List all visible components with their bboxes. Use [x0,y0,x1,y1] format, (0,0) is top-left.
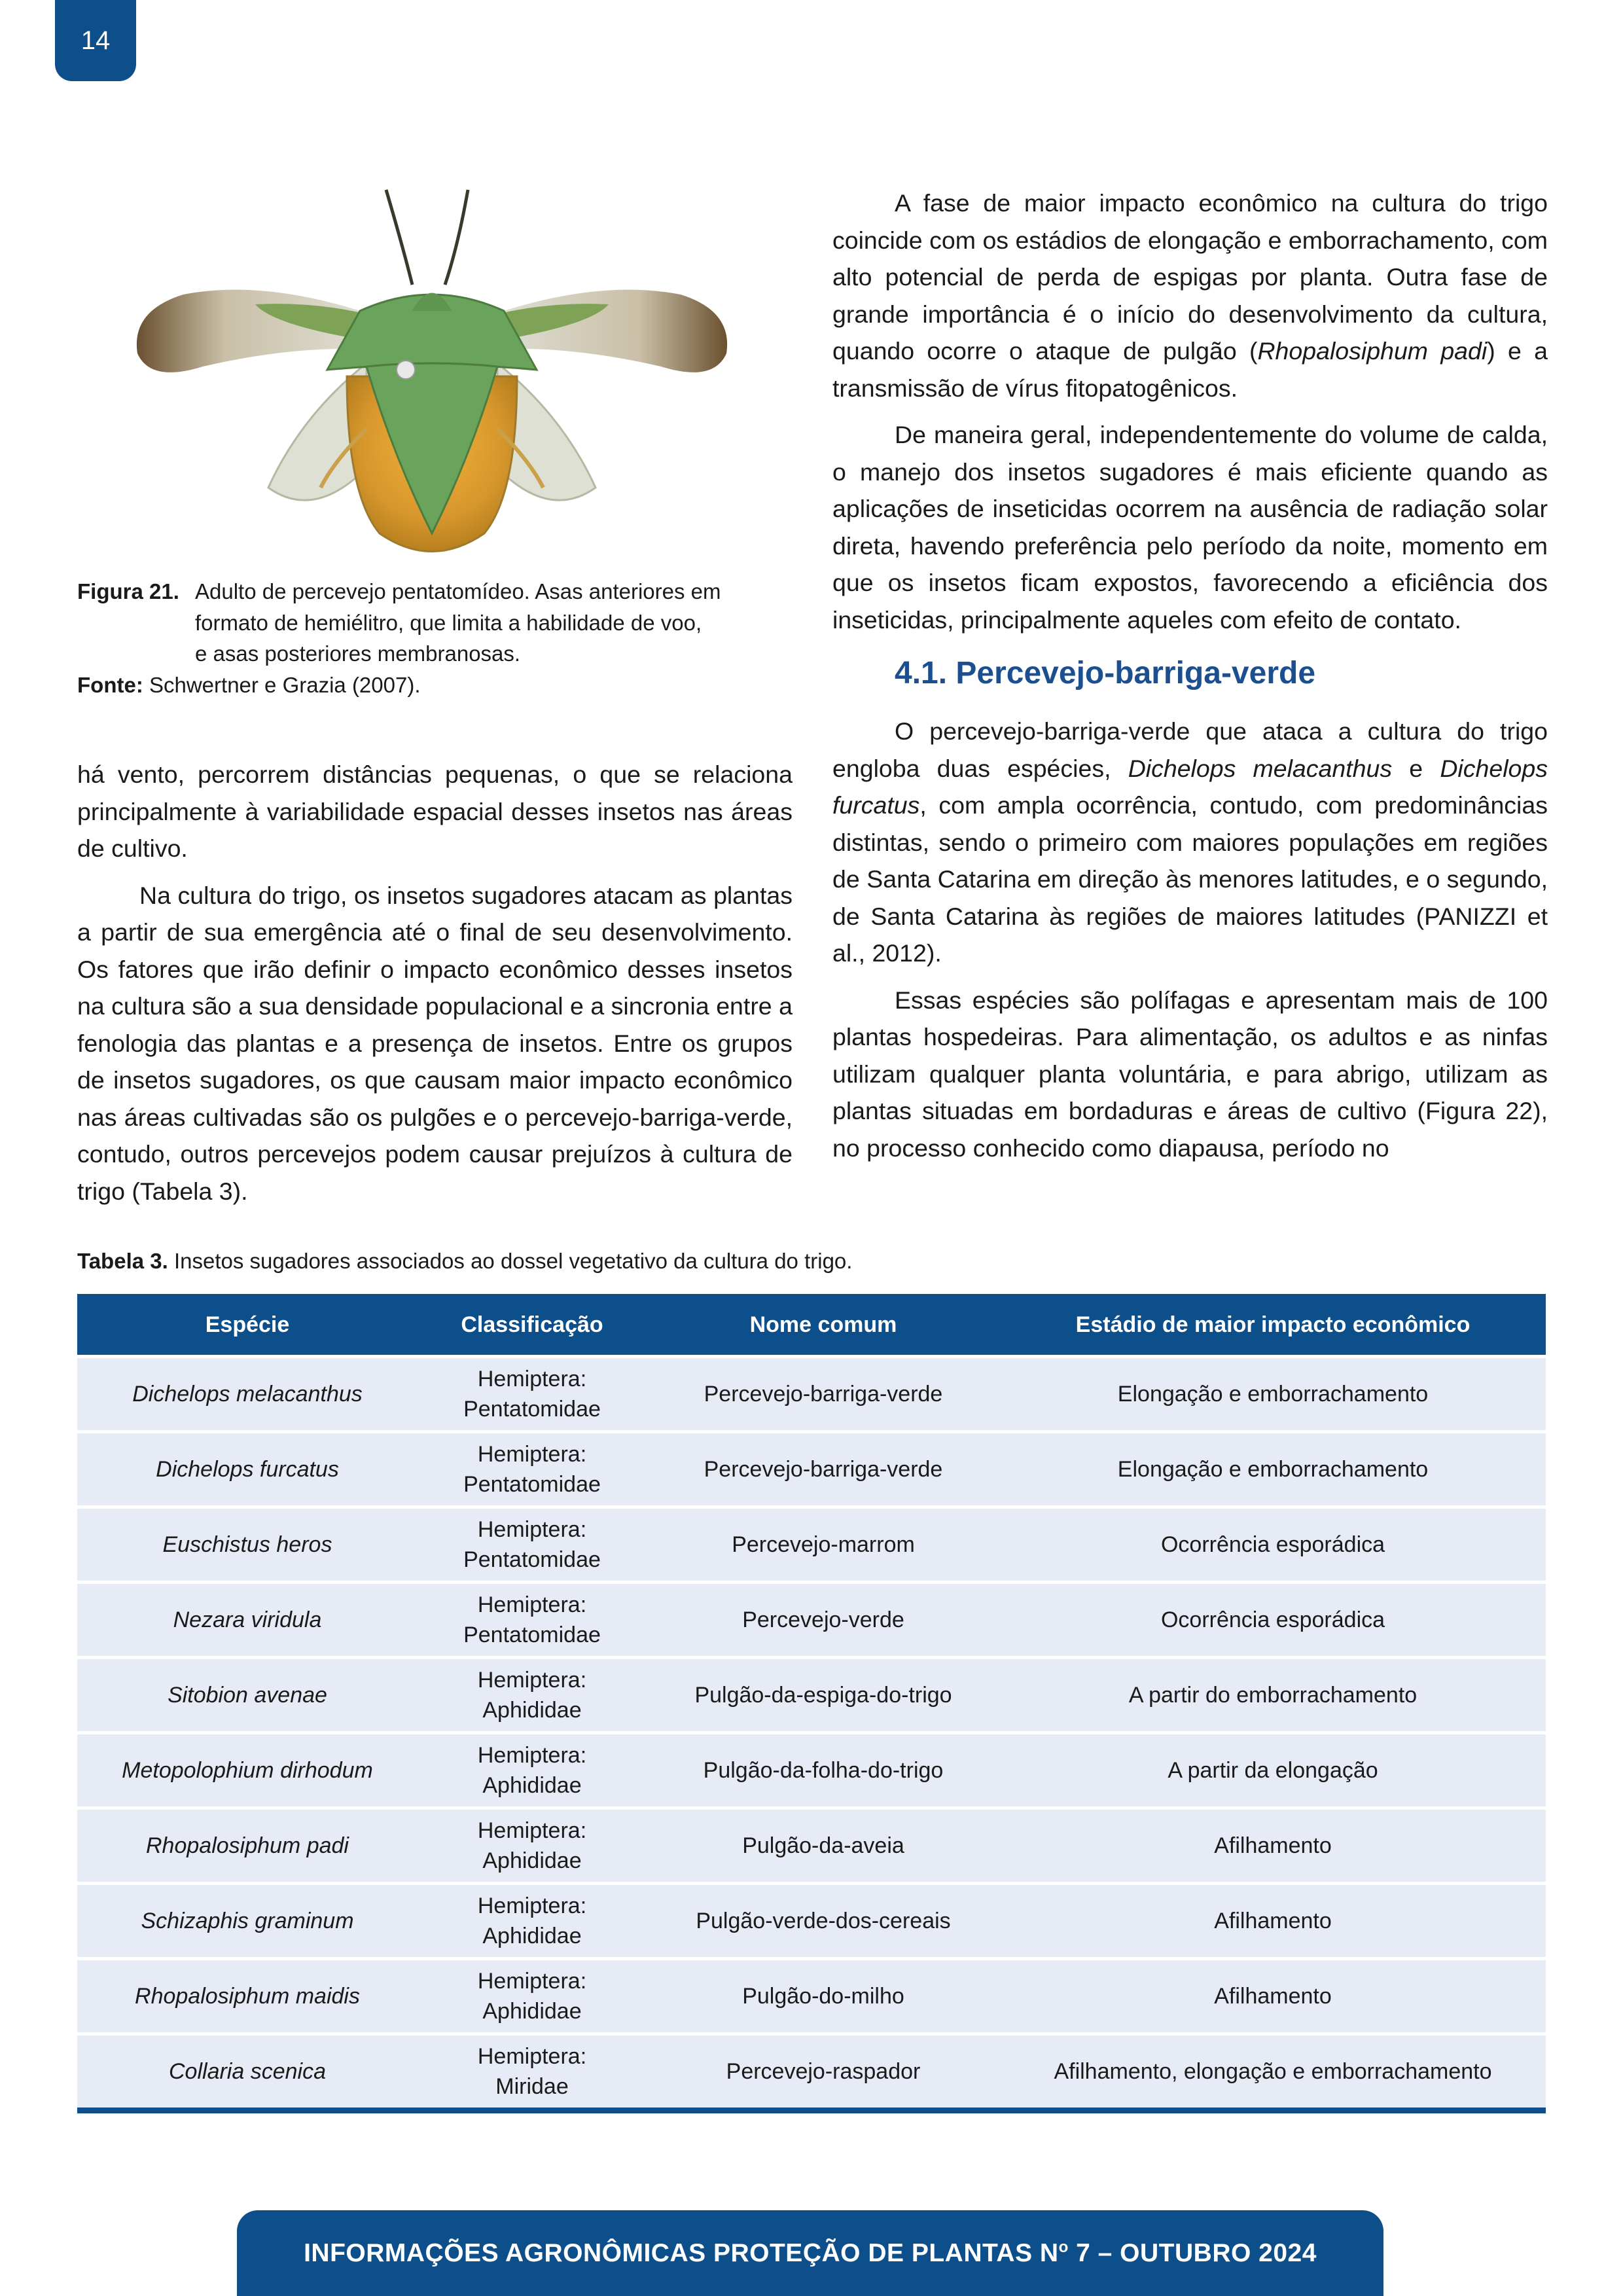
right-paragraph-4: Essas espécies são polífagas e apresentam mais de 100 plantas hospedeiras. Para alimentação, os adultos e as ninfas utilizam qualquer planta voluntária, e para abrigo, utilizam as plantas situadas em bordaduras e áreas de cultivo (Figura 22), no processo conhecido como diapausa, período no [832,986,1548,1162]
right-paragraph-2: De maneira geral, independentemente do volume de calda, o manejo dos insetos sugadores é mais eficiente quando as aplicações de inseticidas ocorrem na ausência de radiação solar direta, havendo preferência pelo período da noite, momento em que os insetos ficam expostos, favorecendo a eficiência dos inseticidas, principalmente aqueles com efeito de contato. [832,421,1548,634]
species-cell: Metopolophium dirhodum [77,1733,418,1808]
table-row [77,1583,1546,1658]
common-name-cell: Pulgão-do-milho [647,1959,1000,2034]
table-caption [77,1247,852,1276]
figure-caption-line-2: formato de hemiélitro, que limita a habilidade de voo, [195,610,702,635]
classification-cell: Hemiptera: Aphididae [418,1733,647,1808]
header-classification: Classificação [418,1294,647,1357]
common-name-cell: Pulgão-da-folha-do-trigo [647,1733,1000,1808]
section-heading: 4.1. Percevejo-barriga-verde [895,656,1316,691]
table-caption-text: Insetos sugadores associados ao dossel vegetativo da cultura do trigo. [173,1249,853,1273]
stage-cell: A partir do emborrachamento [1000,1658,1546,1733]
stage-cell: Afilhamento [1000,1808,1546,1884]
table-row [77,2034,1546,2111]
figure-source: Schwertner e Grazia (2007). [149,672,421,697]
species-cell: Collaria scenica [77,2034,418,2111]
insect-figure [105,180,766,566]
common-name-cell: Percevejo-barriga-verde [647,1357,1000,1432]
header-stage: Estádio de maior impacto econômico [1000,1294,1546,1357]
classification-cell: Hemiptera: Pentatomidae [418,1357,647,1432]
stage-cell: Afilhamento [1000,1884,1546,1959]
stage-cell: A partir da elongação [1000,1733,1546,1808]
figure-caption-line-3: e asas posteriores membranosas. [195,641,521,666]
stage-cell: Ocorrência esporádica [1000,1583,1546,1658]
common-name-cell: Pulgão-verde-dos-cereais [647,1884,1000,1959]
stage-cell: Elongação e emborrachamento [1000,1357,1546,1432]
common-name-cell: Percevejo-marrom [647,1507,1000,1583]
figure-source-label: Fonte: [77,672,143,697]
species-cell: Rhopalosiphum maidis [77,1959,418,2034]
species-cell: Dichelops furcatus [77,1432,418,1507]
left-paragraph-2: Na cultura do trigo, os insetos sugadores atacam as plantas a partir de sua emergência até o final de seu desenvolvimento. Os fatores que irão definir o impacto econômico desses insetos na cultura são a sua densidade populacional e a sincronia entre a fenologia das plantas e a presença de insetos. Entre os grupos de insetos sugadores, os que causam maior impacto econômico nas áreas cultivadas são os pulgões e o percevejo-barriga-verde, contudo, outros percevejos podem causar prejuízos à cultura de trigo (Tabela 3). [77,881,793,1205]
right-paragraph-3: O percevejo-barriga-verde que ataca a cultura do trigo engloba duas espécies, Dichelops melacanthus e Dichelops furcatus, com ampla ocorrência, contudo, com predominâncias distintas, sendo o primeiro com maiores populações em regiões de Santa Catarina em direção às menores latitudes, e o segundo, de Santa Catarina às regiões de maiores latitudes (PANIZZI et al., 2012). [832,717,1548,967]
common-name-cell: Percevejo-verde [647,1583,1000,1658]
species-cell: Dichelops melacanthus [77,1357,418,1432]
right-column [832,185,1548,1166]
classification-cell: Hemiptera: Aphididae [418,1658,647,1733]
classification-cell: Hemiptera: Miridae [418,2034,647,2111]
pests-table [77,1294,1546,2113]
classification-cell: Hemiptera: Aphididae [418,1808,647,1884]
table-row [77,1884,1546,1959]
table-label: Tabela 3. [77,1249,168,1273]
table-row [77,1507,1546,1583]
species-cell: Rhopalosiphum padi [77,1808,418,1884]
table-row [77,1808,1546,1884]
stage-cell: Afilhamento [1000,1959,1546,2034]
footer-banner [237,2210,1383,2296]
classification-cell: Hemiptera: Pentatomidae [418,1507,647,1583]
figure-caption [77,576,797,700]
table-row [77,1658,1546,1733]
species-cell: Sitobion avenae [77,1658,418,1733]
stage-cell: Ocorrência esporádica [1000,1507,1546,1583]
table-row [77,1733,1546,1808]
right-paragraph-1: A fase de maior impacto econômico na cultura do trigo coincide com os estádios de elongação e emborrachamento, com alto potencial de perda de espigas por planta. Outra fase de grande importância é o início do desenvolvimento da cultura, quando ocorre o ataque de pulgão (Rhopalosiphum padi) e a transmissão de vírus fitopatogênicos. [832,189,1548,402]
classification-cell: Hemiptera: Aphididae [418,1959,647,2034]
table-header-row [77,1294,1546,1357]
figure-caption-line-1: Adulto de percevejo pentatomídeo. Asas anteriores em [195,579,721,603]
figure-label: Figura 21. [77,579,179,603]
species-cell: Nezara viridula [77,1583,418,1658]
table-row [77,1432,1546,1507]
stink-bug-image [105,180,766,566]
classification-cell: Hemiptera: Pentatomidae [418,1432,647,1507]
classification-cell: Hemiptera: Pentatomidae [418,1583,647,1658]
page-number: 14 [80,26,111,55]
common-name-cell: Percevejo-raspador [647,2034,1000,2111]
common-name-cell: Pulgão-da-aveia [647,1808,1000,1884]
common-name-cell: Pulgão-da-espiga-do-trigo [647,1658,1000,1733]
left-column [77,756,793,1210]
header-common-name: Nome comum [647,1294,1000,1357]
page-number-tab [55,0,136,81]
header-species: Espécie [77,1294,418,1357]
table-row [77,1959,1546,2034]
common-name-cell: Percevejo-barriga-verde [647,1432,1000,1507]
left-paragraph-1: há vento, percorrem distâncias pequenas, o que se relaciona principalmente à variabilidade espacial desses insetos nas áreas de cultivo. [77,761,793,862]
classification-cell: Hemiptera: Aphididae [418,1884,647,1959]
table-row [77,1357,1546,1432]
stage-cell: Elongação e emborrachamento [1000,1432,1546,1507]
species-cell: Schizaphis graminum [77,1884,418,1959]
species-cell: Euschistus heros [77,1507,418,1583]
footer-text: INFORMAÇÕES AGRONÔMICAS PROTEÇÃO DE PLANTAS $N^o$ 7 – OUTUBRO 2024 [304,2238,1317,2267]
stage-cell: Afilhamento, elongação e emborrachamento [1000,2034,1546,2111]
